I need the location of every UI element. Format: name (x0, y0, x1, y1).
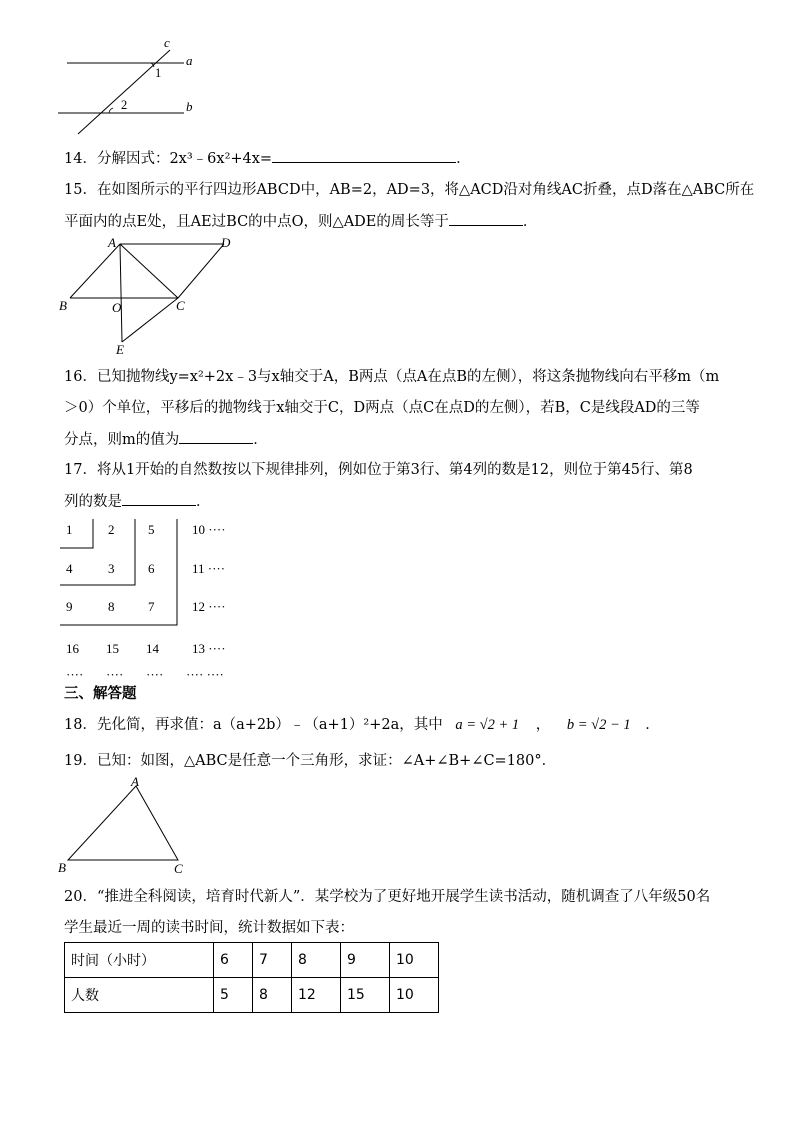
grid-cell-r1-c3: 5 (148, 522, 155, 537)
question-18-separator: ， (535, 717, 551, 733)
table-cell: 5 (214, 978, 253, 1013)
label-b: b (186, 99, 193, 114)
question-15-line1: 15．在如图所示的平行四边形ABCD中，AB=2，AD=3，将△ACD沿对角线AC折叠，点D落在△ABC所在 (64, 182, 755, 198)
table-header-cell: 10 (390, 943, 439, 978)
question-20-line1: 20．“推进全科阅读，培育时代新人”．某学校为了更好地开展学生读书活动，随机调查了八年级50名 (64, 889, 711, 905)
answer-blank-15[interactable] (449, 211, 523, 226)
vertex-B-label: B (58, 860, 66, 875)
point-O-label: O (112, 300, 122, 315)
question-17-end: ． (196, 494, 211, 510)
grid-cell-r3-c4: 12 ···· (192, 599, 226, 614)
point-A-label: A (108, 235, 116, 250)
grid-cell-r4-c1: 16 (66, 641, 79, 656)
table-header-cell: 6 (214, 943, 253, 978)
grid-cell-r1-c4: 10 ···· (192, 522, 226, 537)
vertex-A-label: A (131, 774, 139, 789)
grid-cell-r3-c1: 9 (66, 599, 73, 614)
table-row (65, 978, 439, 1013)
question-17-line1: 17．将从1开始的自然数按以下规律排列，例如位于第3行、第4列的数是12，则位于第45行、第8 (64, 462, 693, 478)
vertex-C-label: C (174, 861, 183, 876)
table-row (65, 943, 439, 978)
question-17-line2 (64, 491, 211, 512)
table-cell: 10 (390, 978, 439, 1013)
question-16-line3 (64, 429, 268, 450)
triangle-figure (56, 776, 196, 876)
point-D-label: D (221, 235, 231, 250)
answer-blank-16[interactable] (179, 429, 253, 444)
reading-time-table (64, 942, 439, 1013)
question-14-text: 14．分解因式：2x³﹣6x²+4x= (64, 151, 273, 167)
question-19: 19．已知：如图，△ABC是任意一个三角形，求证：∠A+∠B+∠C=180°． (64, 753, 557, 769)
angle-2-label: 2 (121, 98, 128, 112)
grid-cell-r4-c3: 14 (146, 641, 159, 656)
grid-cell-r5-c1: ···· (66, 667, 84, 682)
grid-cell-r2-c1: 4 (66, 561, 73, 576)
question-16-line1: 16．已知抛物线y=x²+2x﹣3与x轴交于A，B两点（点A在点B的左侧），将这条抛物线向右平移m（m (64, 369, 720, 385)
grid-lines (56, 515, 256, 685)
question-20-line2: 学生最近一周的读书时间，统计数据如下表： (64, 920, 354, 936)
answer-blank-17[interactable] (122, 491, 196, 506)
grid-cell-r5-c2: ···· (106, 667, 124, 682)
table-cell: 人数 (65, 978, 214, 1013)
label-a: a (186, 53, 193, 68)
question-18-text: 18．先化简，再求值：a（a+2b）﹣（a+1）²+2a，其中 (64, 717, 443, 733)
point-E-label: E (116, 342, 124, 357)
parallelogram-figure (50, 232, 250, 362)
question-14 (64, 148, 471, 169)
table-header-cell: 8 (292, 943, 341, 978)
point-B-label: B (59, 298, 67, 313)
grid-cell-r5-c3: ···· (146, 667, 164, 682)
grid-cell-r1-c2: 2 (108, 522, 115, 537)
question-18 (64, 715, 660, 735)
question-15-line2-text: 平面内的点E处，且AE过BC的中点O，则△ADE的周长等于 (64, 214, 449, 230)
grid-cell-r3-c3: 7 (148, 599, 155, 614)
question-16-line3-text: 分点，则m的值为 (64, 432, 180, 448)
label-c: c (164, 35, 170, 50)
grid-cell-r2-c4: 11 ···· (192, 561, 226, 576)
section-heading: 三、解答题 (64, 686, 137, 702)
grid-cell-r2-c3: 6 (148, 561, 155, 576)
question-17-line2-text: 列的数是 (64, 494, 122, 510)
a-expression: a = √2 + 1 (455, 717, 520, 733)
answer-blank-14[interactable] (272, 148, 456, 163)
parallel-lines-figure (58, 36, 208, 146)
grid-cell-r4-c4: 13 ···· (192, 641, 226, 656)
question-18-end: ． (645, 717, 660, 733)
grid-cell-r4-c2: 15 (106, 641, 119, 656)
b-expression: b = √2 − 1 (566, 717, 631, 733)
table-cell: 8 (253, 978, 292, 1013)
question-16-line2: ＞0）个单位，平移后的抛物线于x轴交于C，D两点（点C在点D的左侧），若B，C是线段AD的三等 (64, 400, 700, 416)
question-15-end: ． (522, 214, 538, 230)
table-header-cell: 7 (253, 943, 292, 978)
grid-cell-r1-c1: 1 (66, 522, 73, 537)
question-16-end: ． (253, 432, 268, 448)
angle-1-label: 1 (155, 66, 162, 80)
grid-cell-r3-c2: 8 (108, 599, 115, 614)
number-grid-figure (56, 515, 256, 685)
table-cell: 15 (341, 978, 390, 1013)
table-header-cell: 9 (341, 943, 390, 978)
question-14-end: ． (456, 151, 471, 167)
grid-cell-r2-c2: 3 (108, 561, 115, 576)
point-C-label: C (176, 298, 185, 313)
question-15-line2 (64, 211, 537, 232)
table-header-cell: 时间（小时） (65, 943, 214, 978)
table-cell: 12 (292, 978, 341, 1013)
grid-cell-r5-c4: ···· ···· (186, 667, 224, 682)
